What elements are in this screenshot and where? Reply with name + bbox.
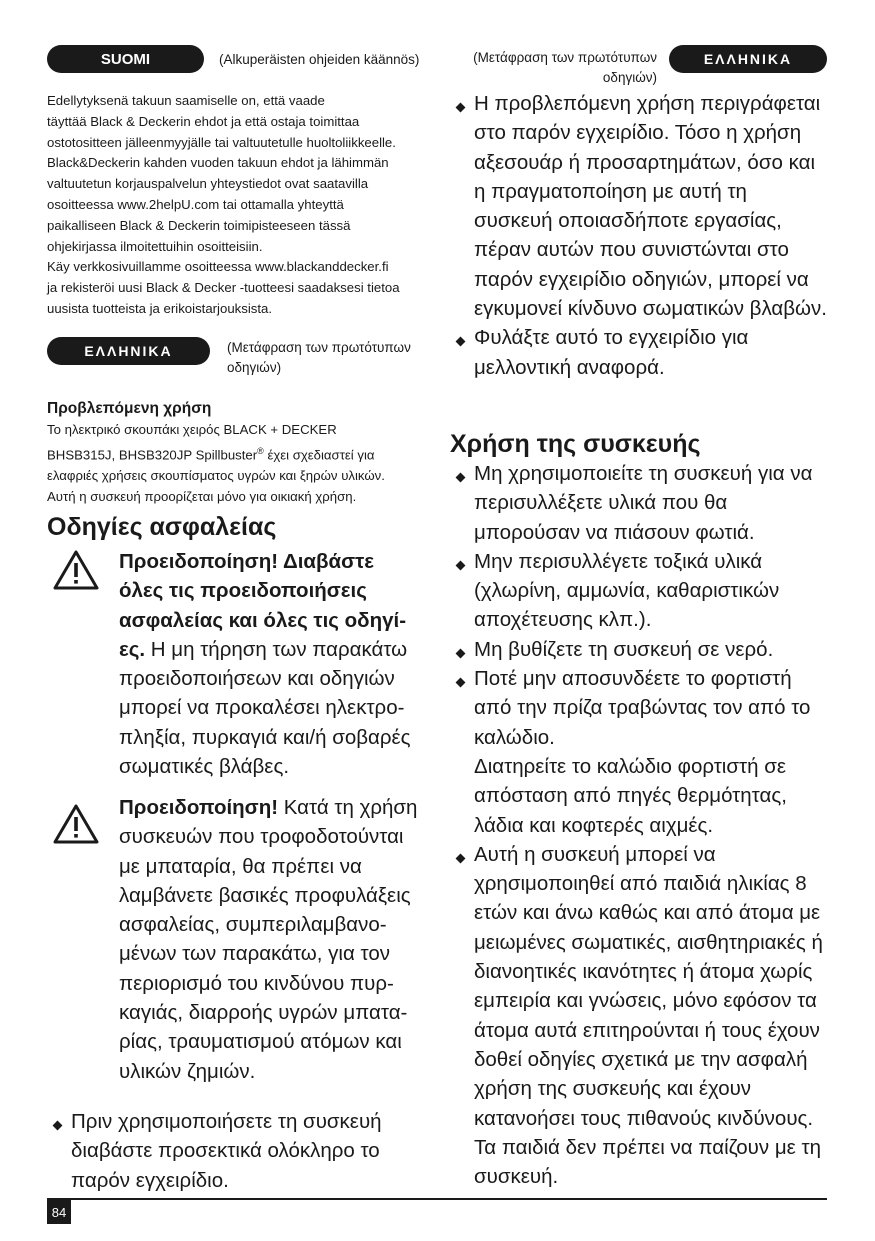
text-line	[47, 441, 427, 466]
intended-use-text	[47, 420, 427, 508]
warning-text: Κατά τη χρήση συσκευών που τροφοδοτούνται με μπαταρία, θα πρέπει να λαμβάνετε βασικές προφυλάξεις ασφαλείας, συμπεριλαμβανομένων των παρακάτω, για τον περιορισμό του κινδύνου πυρκαγιάς, διαρροής υγρών μπαταρίας, τραυματισμού ατόμων και υλικών ζημιών.	[119, 796, 418, 1083]
bullet-icon	[456, 337, 466, 347]
warning-title: Προειδοποίηση!	[119, 796, 279, 819]
read-manual-bullet	[47, 1107, 397, 1195]
intended-use-heading: Προβλεπόμενη χρήση	[47, 400, 212, 417]
text-line: paikalliseen Black & Deckerin toimipisteeseen tässä	[47, 217, 351, 233]
list-item	[450, 459, 830, 547]
note-line: (Μετάφραση των πρωτότυπων	[473, 50, 657, 65]
text-line: täyttää Black & Deckerin ehdot ja että ostaja toimittaa	[47, 113, 360, 129]
list-item	[450, 547, 830, 635]
note-line: οδηγιών)	[227, 360, 282, 375]
text-line: uusista tuotteista ja erikoistarjouksista.	[47, 300, 273, 316]
list-item-text: Η προβλεπόμενη χρήση περιγράφεται στο παρόν εγχειρίδιο. Τόσο η χρήση αξεσουάρ ή προσαρτημάτων, όσο και η πραγματοποίηση με αυτή τη συσκευή οποιασδήποτε εργασίας, πέραν αυτών που συνιστώνται στο παρόν εγχειρίδιο οδηγιών, μπορεί να εγκυμονεί κίνδυνο σωματικών βλαβών.	[474, 92, 827, 321]
text-line: ostotositteen jälleenmyyjälle tai valtuutetulle huoltoliikkeelle.	[47, 134, 396, 150]
warning-text: Η μη τήρηση των παρακάτω προειδοποιήσεων και οδηγιών μπορεί να προκαλέσει ηλεκτροπληξία, πυρκαγιά και/ή σοβαρές σωματικές βλάβες.	[119, 637, 411, 779]
finnish-warranty-text	[47, 91, 427, 320]
list-item	[47, 1107, 397, 1195]
text-line: osoitteessa www.2helpU.com tai ottamalla yhteyttä	[47, 196, 344, 212]
list-item	[450, 323, 830, 382]
list-item	[450, 664, 830, 840]
bullet-icon	[456, 853, 466, 863]
translation-note-greek	[227, 338, 427, 378]
list-item-text: Μη βυθίζετε τη συσκευή σε νερό.	[474, 637, 774, 661]
bullet-icon	[53, 1121, 63, 1131]
text-line: Käy verkkosivuillamme osoitteessa www.blackanddecker.fi	[47, 259, 389, 275]
bullet-icon	[456, 103, 466, 113]
device-use-bullets	[450, 459, 830, 1191]
language-badge-suomi: SUOMI	[47, 45, 204, 73]
text-line: valtuutetun korjauspalvelun yhteystiedot ovat saatavilla	[47, 176, 369, 192]
safety-heading: Οδηγίες ασφαλείας	[47, 513, 277, 541]
intended-use-bullets	[450, 89, 830, 382]
list-item-text: Πριν χρησιμοποιήσετε τη συσκευή διαβάστε προσεκτικά ολόκληρο το παρόν εγχειρίδιο.	[71, 1110, 382, 1192]
list-item-text: Αυτή η συσκευή μπορεί να χρησιμοποιηθεί από παιδιά ηλικίας 8 ετών και άνω καθώς και από άτομα με μειωμένες σωματικές, αισθητηριακές ή διανοητικές ικανότητες ή άτομα χωρίς εμπειρία και γνώσεις, μόνο εφόσον τα άτομα αυτά επιτηρούνται ή τους έχουν δοθεί οδηγίες σχετικά με την ασφαλή χρήση της συσκευής και έχουν κατανοήσει τους πιθανούς κινδύνους. Τα παιδιά δεν πρέπει να παίζουν με τη συσκευή.	[474, 842, 823, 1189]
list-item	[450, 89, 830, 323]
bullet-icon	[456, 473, 466, 483]
text-line: Edellytyksenä takuun saamiselle on, että vaade	[47, 93, 325, 108]
footer-rule	[47, 1198, 827, 1200]
bullet-icon	[456, 648, 466, 658]
list-item	[450, 635, 830, 664]
warning-block-1	[47, 547, 419, 781]
warning-block-2	[47, 793, 419, 1086]
registered-mark: ®	[257, 445, 264, 456]
model-text: BHSB315J, BHSB320JP Spillbuster	[47, 447, 258, 463]
cable-note: Διατηρείτε το καλώδιο φορτιστή σε απόσταση από πηγές θερμότητας, λάδια και κοφτερές αιχμές.	[474, 754, 787, 837]
bullet-icon	[456, 678, 466, 688]
bullet-icon	[456, 560, 466, 570]
list-item-text: Φυλάξτε αυτό το εγχειρίδιο για μελλοντική αναφορά.	[474, 326, 749, 379]
text-line: Black&Deckerin kahden vuoden takuun ehdot ja lähimmän	[47, 155, 389, 171]
warning-triangle-icon	[53, 549, 99, 591]
warning-triangle-icon	[53, 803, 99, 845]
list-item-text: Ποτέ μην αποσυνδέετε το φορτιστή από την πρίζα τραβώντας τον από το καλώδιο.	[474, 667, 811, 749]
note-line: οδηγιών)	[602, 70, 657, 85]
language-badge-greek-top: ΕΛΛΗΝΙΚΑ	[669, 45, 827, 73]
device-use-heading: Χρήση της συσκευής	[450, 430, 701, 458]
list-item-text: Μην περισυλλέγετε τοξικά υλικά (χλωρίνη, αμμωνία, καθαριστικών αποχέτευσης κλπ.).	[474, 549, 780, 632]
text-line: ελαφριές χρήσεις σκουπίσματος υγρών και ξηρών υλικών.	[47, 467, 385, 483]
list-item-text: Μη χρησιμοποιείτε τη συσκευή για να περισυλλέξετε υλικά που θα μπορούσαν να πιάσουν φωτιά.	[474, 462, 813, 544]
note-line: (Μετάφραση των πρωτότυπων	[227, 340, 411, 355]
list-item	[450, 840, 830, 1192]
translation-note-finnish: (Alkuperäisten ohjeiden käännös)	[219, 52, 420, 67]
translation-note-greek-top	[452, 48, 657, 88]
text-line: Αυτή η συσκευή προορίζεται μόνο για οικιακή χρήση.	[47, 488, 357, 504]
text-line: Το ηλεκτρικό σκουπάκι χειρός BLACK + DECKER	[47, 422, 337, 437]
intended-use-section	[47, 399, 427, 508]
model-text-cont: έχει σχεδιαστεί για	[263, 447, 375, 463]
language-badge-greek: ΕΛΛΗΝΙΚΑ	[47, 337, 210, 365]
warning-title: Προειδοποίηση! Διαβάστε όλες τις προειδοποιήσεις ασφαλείας και όλες τις οδηγίες.	[119, 550, 407, 661]
page-number: 84	[47, 1200, 71, 1224]
text-line: ohjekirjassa ilmoitettuihin osoitteisiin.	[47, 238, 263, 254]
text-line: ja rekisteröi uusi Black & Decker -tuotteesi saadaksesi tietoa	[47, 280, 400, 296]
